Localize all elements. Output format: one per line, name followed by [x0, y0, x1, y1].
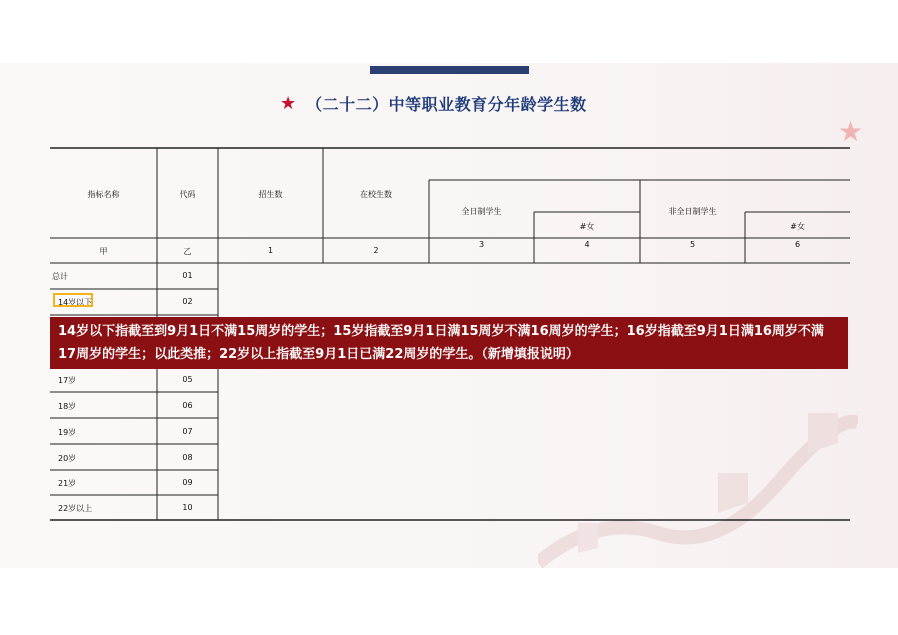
index-cell: 2	[373, 246, 379, 255]
row-name: 17岁	[58, 376, 77, 385]
header-students: 在校生数	[360, 190, 392, 199]
row-code: 06	[182, 401, 193, 410]
index-cell: 3	[478, 240, 485, 249]
index-cell: 乙	[183, 247, 192, 256]
index-cell: 5	[689, 240, 696, 249]
index-cell: 6	[794, 240, 801, 249]
row-code: 05	[182, 375, 193, 384]
row-code: 07	[182, 427, 193, 436]
row-name: 19岁	[58, 428, 77, 437]
row-name: 21岁	[58, 479, 77, 488]
index-cell: 4	[584, 240, 590, 249]
row-code: 01	[182, 271, 193, 280]
row-code: 02	[182, 297, 193, 306]
header-fulltime: 全日制学生	[461, 207, 502, 216]
row-code: 10	[182, 503, 193, 512]
header-code: 代码	[179, 190, 196, 199]
index-cell: 1	[267, 246, 274, 255]
highlight-frame	[53, 293, 93, 307]
page-title-text: （二十二）中等职业教育分年龄学生数	[306, 94, 587, 114]
header-fulltime-female: #女	[579, 222, 595, 231]
row-name: 14岁以下	[58, 298, 93, 307]
note-banner: 14岁以下指截至到9月1日不满15周岁的学生；15岁指截至9月1日满15周岁不满16周岁的学生；16岁指截至9月1日满16周岁不满17周岁的学生；以此类推；22岁以上指截至9月1日已满22周岁的学生。（新增填报说明）	[50, 317, 848, 369]
star-icon: ★	[280, 92, 297, 114]
header-parttime-female: #女	[790, 222, 805, 231]
header-name: 指标名称	[87, 190, 120, 199]
row-code: 08	[182, 453, 193, 462]
row-name: 22岁以上	[58, 504, 93, 513]
row-name: 总计	[52, 272, 68, 281]
header-enroll: 招生数	[258, 190, 283, 199]
header-parttime: 非全日制学生	[668, 207, 717, 216]
decorative-star-icon: ★	[838, 115, 864, 148]
row-name: 18岁	[58, 402, 77, 411]
row-name: 20岁	[58, 454, 77, 463]
row-code: 09	[182, 478, 193, 487]
index-cell: 甲	[99, 247, 108, 256]
